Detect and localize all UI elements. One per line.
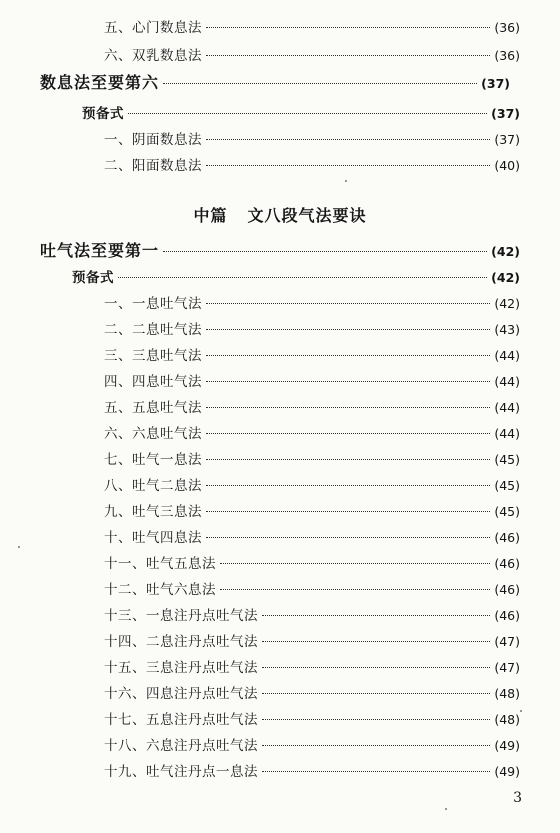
entry-page: (47): [494, 660, 520, 675]
entry-page: (36): [494, 20, 520, 35]
toc-entry: [104, 154, 520, 174]
toc-entry: [104, 578, 520, 598]
entry-page: (49): [494, 738, 520, 753]
leader-dots: [206, 165, 490, 166]
leader-dots: [220, 589, 490, 590]
entry-page: (48): [494, 712, 520, 727]
leader-dots: [163, 251, 487, 252]
toc-entry: [104, 128, 520, 148]
entry-title: 十一、吐气五息法: [104, 556, 216, 572]
toc-entry: [82, 102, 520, 122]
entry-page: (46): [494, 608, 520, 623]
entry-title: 六、六息吐气法: [104, 426, 202, 442]
toc-entry: [104, 422, 520, 442]
toc-chapter-entry: [40, 70, 510, 93]
entry-page: (37): [494, 132, 520, 147]
leader-dots: [206, 511, 490, 512]
entry-title: 预备式: [72, 270, 114, 286]
toc-entry: [72, 266, 520, 286]
toc-entry: [104, 734, 520, 754]
leader-dots: [262, 745, 490, 746]
leader-dots: [118, 277, 487, 278]
entry-page: (37): [491, 106, 520, 121]
entry-page: (42): [494, 296, 520, 311]
toc-entry: [104, 44, 520, 64]
entry-title: 十六、四息注丹点吐气法: [104, 686, 258, 702]
entry-title: 七、吐气一息法: [104, 452, 202, 468]
entry-title: 十五、三息注丹点吐气法: [104, 660, 258, 676]
toc-entry: [104, 370, 520, 390]
leader-dots: [206, 139, 490, 140]
entry-title: 预备式: [82, 106, 124, 122]
leader-dots: [262, 693, 490, 694]
entry-title: 九、吐气三息法: [104, 504, 202, 520]
scan-speck: [18, 546, 20, 548]
entry-page: (40): [494, 158, 520, 173]
leader-dots: [262, 771, 490, 772]
heading-part: 中篇: [193, 206, 228, 225]
entry-title: 十八、六息注丹点吐气法: [104, 738, 258, 754]
leader-dots: [262, 641, 490, 642]
entry-page: (47): [494, 634, 520, 649]
toc-entry: [104, 500, 520, 520]
leader-dots: [220, 563, 490, 564]
toc-entry: [104, 708, 520, 728]
toc-entry: [104, 760, 520, 780]
leader-dots: [206, 355, 490, 356]
leader-dots: [262, 667, 490, 668]
leader-dots: [163, 83, 477, 84]
entry-title: 十九、吐气注丹点一息法: [104, 764, 258, 780]
entry-page: (44): [494, 374, 520, 389]
entry-page: (44): [494, 348, 520, 363]
entry-title: 三、三息吐气法: [104, 348, 202, 364]
entry-page: (46): [494, 582, 520, 597]
entry-page: (46): [494, 556, 520, 571]
toc-entry: [104, 448, 520, 468]
entry-title: 六、双乳数息法: [104, 48, 202, 64]
entry-title: 五、五息吐气法: [104, 400, 202, 416]
heading-title: 文八段气法要诀: [247, 206, 367, 225]
entry-page: (36): [494, 48, 520, 63]
entry-page: (44): [494, 426, 520, 441]
toc-entry: [104, 552, 520, 572]
entry-page: (42): [491, 270, 520, 285]
entry-title: 二、阳面数息法: [104, 158, 202, 174]
entry-title: 五、心门数息法: [104, 20, 202, 36]
entry-title: 十七、五息注丹点吐气法: [104, 712, 258, 728]
scan-speck: [520, 710, 522, 712]
entry-title: 二、二息吐气法: [104, 322, 202, 338]
leader-dots: [128, 113, 487, 114]
toc-entry: [104, 318, 520, 338]
leader-dots: [206, 485, 490, 486]
entry-title: 数息法至要第六: [40, 73, 160, 92]
entry-page: (45): [494, 452, 520, 467]
scan-speck: [445, 808, 447, 810]
entry-title: 十二、吐气六息法: [104, 582, 216, 598]
toc-entry: [104, 630, 520, 650]
leader-dots: [262, 615, 490, 616]
leader-dots: [206, 407, 490, 408]
entry-title: 十四、二息注丹点吐气法: [104, 634, 258, 650]
toc-entry: [104, 682, 520, 702]
entry-title: 十、吐气四息法: [104, 530, 202, 546]
entry-title: 十三、一息注丹点吐气法: [104, 608, 258, 624]
leader-dots: [206, 55, 490, 56]
leader-dots: [206, 537, 490, 538]
leader-dots: [262, 719, 490, 720]
toc-entry: [104, 474, 520, 494]
toc-chapter-entry: [40, 238, 520, 261]
entry-page: (45): [494, 478, 520, 493]
leader-dots: [206, 303, 490, 304]
entry-page: (45): [494, 504, 520, 519]
section-heading: [0, 203, 560, 226]
toc-entry: [104, 604, 520, 624]
leader-dots: [206, 27, 490, 28]
entry-title: 吐气法至要第一: [40, 241, 160, 260]
toc-entry: [104, 526, 520, 546]
leader-dots: [206, 381, 490, 382]
entry-page: (49): [494, 764, 520, 779]
entry-title: 八、吐气二息法: [104, 478, 202, 494]
toc-entry: [104, 16, 520, 36]
leader-dots: [206, 433, 490, 434]
entry-page: (44): [494, 400, 520, 415]
entry-page: (48): [494, 686, 520, 701]
entry-page: (42): [491, 244, 520, 259]
entry-title: 一、一息吐气法: [104, 296, 202, 312]
toc-entry: [104, 656, 520, 676]
entry-page: (46): [494, 530, 520, 545]
toc-entry: [104, 396, 520, 416]
entry-title: 一、阴面数息法: [104, 132, 202, 148]
toc-entry: [104, 344, 520, 364]
leader-dots: [206, 329, 490, 330]
leader-dots: [206, 459, 490, 460]
entry-page: (43): [494, 322, 520, 337]
scan-speck: [345, 180, 347, 182]
toc-entry: [104, 292, 520, 312]
page-number: 3: [513, 790, 522, 806]
entry-title: 四、四息吐气法: [104, 374, 202, 390]
entry-page: (37): [481, 76, 510, 91]
